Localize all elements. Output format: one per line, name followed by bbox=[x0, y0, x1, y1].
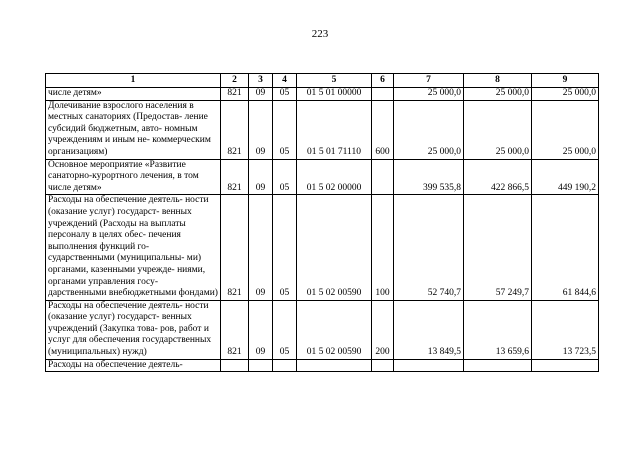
section-code: 09 bbox=[249, 100, 273, 159]
section-code: 09 bbox=[249, 88, 273, 101]
ministry-code bbox=[221, 359, 249, 372]
amount-col-8: 57 249,7 bbox=[464, 195, 532, 300]
row-description: Расходы на обеспечение деятель- bbox=[46, 359, 221, 372]
ministry-code: 821 bbox=[221, 300, 249, 359]
amount-col-9 bbox=[532, 359, 599, 372]
amount-col-8: 25 000,0 bbox=[464, 88, 532, 101]
subsection-code: 05 bbox=[273, 88, 297, 101]
column-header: 5 bbox=[297, 74, 372, 88]
table-row bbox=[46, 159, 599, 195]
table-row bbox=[46, 195, 599, 300]
table-row bbox=[46, 88, 599, 101]
target-article-code: 01 5 02 00590 bbox=[297, 300, 372, 359]
column-header: 3 bbox=[249, 74, 273, 88]
section-code: 09 bbox=[249, 195, 273, 300]
subsection-code: 05 bbox=[273, 195, 297, 300]
column-header: 6 bbox=[372, 74, 394, 88]
row-description: Расходы на обеспечение деятель- ности (оказание услуг) государст- венных учреждений (Закупка това- ров, работ и услуг для обеспечения государственных (муниципальных) нужд) bbox=[46, 300, 221, 359]
ministry-code: 821 bbox=[221, 195, 249, 300]
section-code: 09 bbox=[249, 159, 273, 195]
subsection-code: 05 bbox=[273, 100, 297, 159]
amount-col-7: 25 000,0 bbox=[394, 88, 464, 101]
table-row bbox=[46, 300, 599, 359]
ministry-code: 821 bbox=[221, 159, 249, 195]
table-header-row bbox=[46, 74, 599, 88]
amount-col-9: 61 844,6 bbox=[532, 195, 599, 300]
column-header: 4 bbox=[273, 74, 297, 88]
target-article-code bbox=[297, 359, 372, 372]
table-row bbox=[46, 359, 599, 372]
target-article-code: 01 5 02 00590 bbox=[297, 195, 372, 300]
amount-col-8: 13 659,6 bbox=[464, 300, 532, 359]
target-article-code: 01 5 01 00000 bbox=[297, 88, 372, 101]
amount-col-8: 422 866,5 bbox=[464, 159, 532, 195]
amount-col-8 bbox=[464, 359, 532, 372]
column-header: 9 bbox=[532, 74, 599, 88]
row-description: Долечивание взрослого населения в местных санаториях (Предостав- ление субсидий бюджетным, авто- номным учреждениям и иным не- коммерческим организациям) bbox=[46, 100, 221, 159]
expense-type-code bbox=[372, 88, 394, 101]
column-header: 2 bbox=[221, 74, 249, 88]
amount-col-9: 449 190,2 bbox=[532, 159, 599, 195]
table-row bbox=[46, 100, 599, 159]
amount-col-9: 25 000,0 bbox=[532, 88, 599, 101]
target-article-code: 01 5 02 00000 bbox=[297, 159, 372, 195]
expense-type-code bbox=[372, 359, 394, 372]
subsection-code bbox=[273, 359, 297, 372]
target-article-code: 01 5 01 71110 bbox=[297, 100, 372, 159]
row-description: числе детям» bbox=[46, 88, 221, 101]
column-header: 1 bbox=[46, 74, 221, 88]
expense-type-code bbox=[372, 159, 394, 195]
amount-col-7: 13 849,5 bbox=[394, 300, 464, 359]
amount-col-8: 25 000,0 bbox=[464, 100, 532, 159]
ministry-code: 821 bbox=[221, 100, 249, 159]
amount-col-7 bbox=[394, 359, 464, 372]
subsection-code: 05 bbox=[273, 300, 297, 359]
page-number: 223 bbox=[311, 28, 329, 40]
amount-col-7: 399 535,8 bbox=[394, 159, 464, 195]
amount-col-7: 52 740,7 bbox=[394, 195, 464, 300]
subsection-code: 05 bbox=[273, 159, 297, 195]
column-header: 8 bbox=[464, 74, 532, 88]
row-description: Основное мероприятие «Развитие санаторно-курортного лечения, в том числе детям» bbox=[46, 159, 221, 195]
expense-type-code: 200 bbox=[372, 300, 394, 359]
section-code: 09 bbox=[249, 300, 273, 359]
budget-table bbox=[45, 73, 599, 372]
amount-col-9: 13 723,5 bbox=[532, 300, 599, 359]
amount-col-7: 25 000,0 bbox=[394, 100, 464, 159]
expense-type-code: 600 bbox=[372, 100, 394, 159]
expense-type-code: 100 bbox=[372, 195, 394, 300]
amount-col-9: 25 000,0 bbox=[532, 100, 599, 159]
ministry-code: 821 bbox=[221, 88, 249, 101]
row-description: Расходы на обеспечение деятель- ности (оказание услуг) государст- венных учреждений (Расходы на выплаты персоналу в целях обес- печения выполнения функций го- сударственными (муниципальны- ми) органами, казенными учрежде- ниями, органами управления госу- дарственными внебюджетными фондами) bbox=[46, 195, 221, 300]
column-header: 7 bbox=[394, 74, 464, 88]
section-code bbox=[249, 359, 273, 372]
